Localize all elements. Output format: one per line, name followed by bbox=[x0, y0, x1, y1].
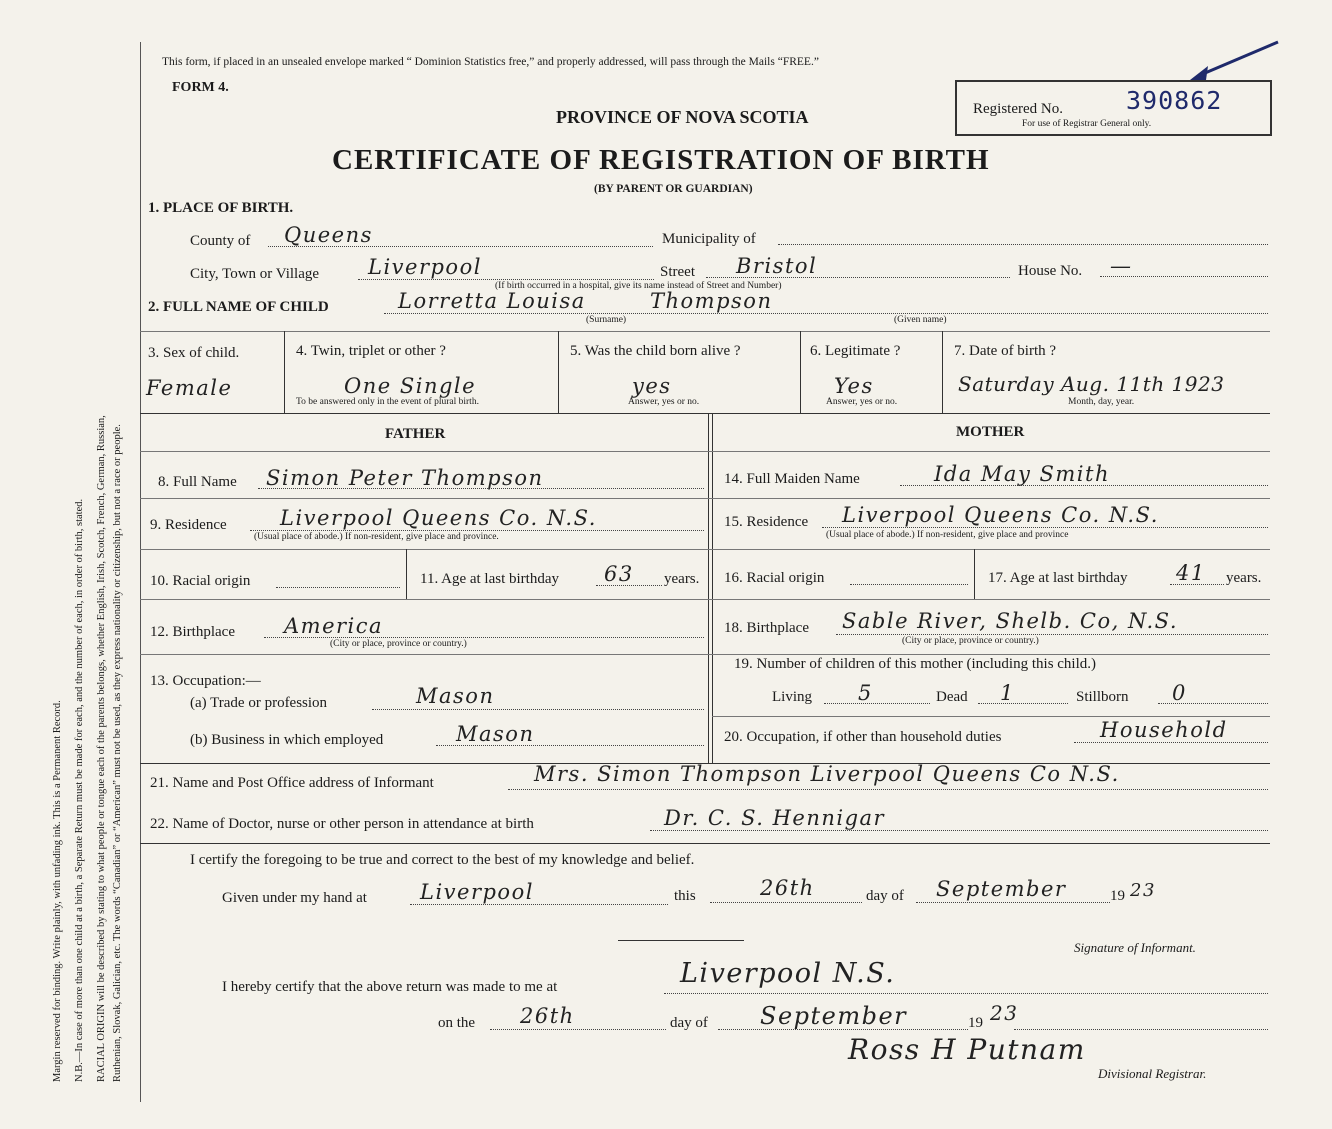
father-birthplace-label: 12. Birthplace bbox=[150, 624, 235, 640]
given-year: 23 bbox=[1130, 880, 1156, 901]
registrar-note: For use of Registrar General only. bbox=[1022, 119, 1152, 129]
twin-note: To be answered only in the event of plural birth. bbox=[296, 397, 479, 407]
legitimate-value: Yes bbox=[834, 374, 874, 398]
father-name: Simon Peter Thompson bbox=[266, 466, 544, 490]
registrar-year: 23 bbox=[990, 1001, 1019, 1025]
mother-occupation-label: 20. Occupation, if other than household duties bbox=[724, 729, 1002, 745]
registrar-day-of-label: day of bbox=[670, 1015, 708, 1031]
on-the-label: on the bbox=[438, 1015, 476, 1031]
given-name-note: (Given name) bbox=[894, 315, 947, 325]
father-residence-label: 9. Residence bbox=[150, 517, 227, 533]
mother-age: 41 bbox=[1176, 561, 1206, 585]
given-under-label: Given under my hand at bbox=[222, 890, 367, 906]
informant-signature-label: Signature of Informant. bbox=[1074, 940, 1196, 955]
legitimate-label: 6. Legitimate ? bbox=[810, 343, 901, 359]
surname-note: (Surname) bbox=[586, 315, 627, 325]
mother-occupation: Household bbox=[1100, 718, 1228, 742]
living-label: Living bbox=[772, 689, 812, 705]
stillborn-label: Stillborn bbox=[1076, 689, 1129, 705]
father-years: years. bbox=[664, 571, 700, 587]
dead-label: Dead bbox=[936, 689, 968, 705]
twin-value: One Single bbox=[344, 374, 477, 398]
mother-name: Ida May Smith bbox=[934, 462, 1110, 486]
city-label: City, Town or Village bbox=[190, 266, 320, 282]
father-heading: FATHER bbox=[385, 426, 446, 442]
registered-label: Registered No. bbox=[973, 101, 1063, 117]
child-surname: Thompson bbox=[650, 289, 773, 313]
mother-residence-note: (Usual place of abode.) If non-resident, give place and province bbox=[826, 530, 1069, 540]
living-value: 5 bbox=[858, 681, 873, 705]
father-business-label: (b) Business in which employed bbox=[190, 732, 384, 748]
mail-notice: This form, if placed in an unsealed envelope marked “ Dominion Statistics free,” and properly addressed, will pass through the Mails “FREE.” bbox=[162, 56, 819, 68]
father-age: 63 bbox=[604, 562, 634, 586]
dead-value: 1 bbox=[1000, 681, 1015, 705]
registered-number: 390862 bbox=[1126, 86, 1223, 115]
given-month: September bbox=[936, 877, 1067, 901]
doctor-label: 22. Name of Doctor, nurse or other person in attendance at birth bbox=[150, 816, 534, 832]
father-name-label: 8. Full Name bbox=[158, 474, 237, 490]
mother-birthplace: Sable River, Shelb. Co, N.S. bbox=[842, 609, 1178, 633]
dob-value: Saturday Aug. 11th 1923 bbox=[958, 372, 1225, 396]
form-number: FORM 4. bbox=[172, 80, 229, 95]
province-title: PROVINCE OF NOVA SCOTIA bbox=[556, 107, 809, 127]
sex-value: Female bbox=[146, 376, 233, 400]
given-day: 26th bbox=[760, 876, 815, 900]
this-label: this bbox=[674, 888, 696, 904]
mother-birthplace-label: 18. Birthplace bbox=[724, 620, 809, 636]
child-name-label: 2. FULL NAME OF CHILD bbox=[148, 299, 329, 315]
sex-label: 3. Sex of child. bbox=[148, 345, 240, 361]
informant-label: 21. Name and Post Office address of Informant bbox=[150, 775, 434, 791]
father-trade-label: (a) Trade or profession bbox=[190, 695, 328, 711]
mother-heading: MOTHER bbox=[956, 424, 1025, 440]
registrar-month: September bbox=[760, 1002, 908, 1030]
registrar-year-prefix: 19 bbox=[968, 1015, 983, 1031]
mother-birthplace-note: (City or place, province or country.) bbox=[902, 636, 1039, 646]
father-age-label: 11. Age at last birthday bbox=[420, 571, 559, 587]
mother-residence-label: 15. Residence bbox=[724, 514, 809, 530]
registrar-place: Liverpool N.S. bbox=[680, 958, 896, 989]
day-of-label: day of bbox=[866, 888, 904, 904]
dob-label: 7. Date of birth ? bbox=[954, 343, 1057, 359]
arrow-icon bbox=[1182, 36, 1282, 86]
father-birthplace-note: (City or place, province or country.) bbox=[330, 639, 467, 649]
dob-note: Month, day, year. bbox=[1068, 397, 1135, 407]
registrar-day: 26th bbox=[520, 1004, 575, 1028]
margin-note-racial-2: Ruthenian, Slovak, Galician, etc. The words “Canadian” or “American” must not be used, as they express nationality or citizenship, but not a race or people. bbox=[112, 424, 123, 1082]
twin-label: 4. Twin, triplet or other ? bbox=[296, 343, 446, 359]
father-residence: Liverpool Queens Co. N.S. bbox=[280, 506, 597, 530]
mother-years: years. bbox=[1226, 570, 1262, 586]
child-given-name: Lorretta Louisa bbox=[398, 289, 586, 313]
margin-note-plural: N.B.—In case of more than one child at a birth, a Separate Return must be made for each, and the number of each, in order of birth, stated. bbox=[74, 498, 85, 1082]
place-of-birth-heading: 1. PLACE OF BIRTH. bbox=[148, 200, 294, 216]
street-note: (If birth occurred in a hospital, give its name instead of Street and Number) bbox=[495, 281, 782, 291]
page-title: CERTIFICATE OF REGISTRATION OF BIRTH bbox=[332, 144, 990, 176]
registrar-statement: I hereby certify that the above return was made to me at bbox=[222, 979, 558, 995]
county-value: Queens bbox=[284, 223, 373, 247]
margin-line bbox=[140, 42, 141, 1102]
certify-statement: I certify the foregoing to be true and correct to the best of my knowledge and belief. bbox=[190, 852, 695, 868]
page-subtitle: (BY PARENT OR GUARDIAN) bbox=[594, 183, 753, 195]
stillborn-value: 0 bbox=[1172, 681, 1187, 705]
registrar-signature-label: Divisional Registrar. bbox=[1098, 1066, 1207, 1081]
alive-value: yes bbox=[632, 374, 672, 398]
city-value: Liverpool bbox=[368, 255, 482, 279]
municipality-label: Municipality of bbox=[662, 231, 756, 247]
mother-age-label: 17. Age at last birthday bbox=[988, 570, 1128, 586]
mother-residence: Liverpool Queens Co. N.S. bbox=[842, 503, 1159, 527]
margin-note-racial-1: RACIAL ORIGIN will be described by stating to what people or tongue each of the parents belongs, whether English, Irish, Scotch, French, German, Russian, bbox=[96, 415, 107, 1082]
mother-name-label: 14. Full Maiden Name bbox=[724, 471, 860, 487]
informant-value: Mrs. Simon Thompson Liverpool Queens Co N.S. bbox=[534, 762, 1120, 786]
county-label: County of bbox=[190, 233, 251, 249]
alive-label: 5. Was the child born alive ? bbox=[570, 343, 741, 359]
alive-note: Answer, yes or no. bbox=[628, 397, 700, 407]
given-place: Liverpool bbox=[420, 880, 534, 904]
father-racial-label: 10. Racial origin bbox=[150, 573, 251, 589]
house-value: — bbox=[1110, 254, 1133, 278]
street-label: Street bbox=[660, 264, 695, 280]
registrar-signature: Ross H Putnam bbox=[848, 1033, 1086, 1066]
legitimate-note: Answer, yes or no. bbox=[826, 397, 898, 407]
year-prefix: 19 bbox=[1110, 888, 1125, 904]
house-label: House No. bbox=[1018, 263, 1083, 279]
father-trade: Mason bbox=[416, 684, 495, 708]
mother-racial-label: 16. Racial origin bbox=[724, 570, 825, 586]
father-occupation-label: 13. Occupation:— bbox=[150, 673, 261, 689]
father-business: Mason bbox=[456, 722, 535, 746]
father-residence-note: (Usual place of abode.) If non-resident, give place and province. bbox=[254, 532, 499, 542]
father-birthplace: America bbox=[284, 614, 384, 638]
children-count-label: 19. Number of children of this mother (including this child.) bbox=[734, 656, 1097, 672]
margin-note-binding: Margin reserved for binding. Write plainly, with unfading ink. This is a Permanent Record. bbox=[52, 700, 63, 1082]
street-value: Bristol bbox=[736, 254, 818, 278]
doctor-value: Dr. C. S. Hennigar bbox=[664, 806, 886, 830]
